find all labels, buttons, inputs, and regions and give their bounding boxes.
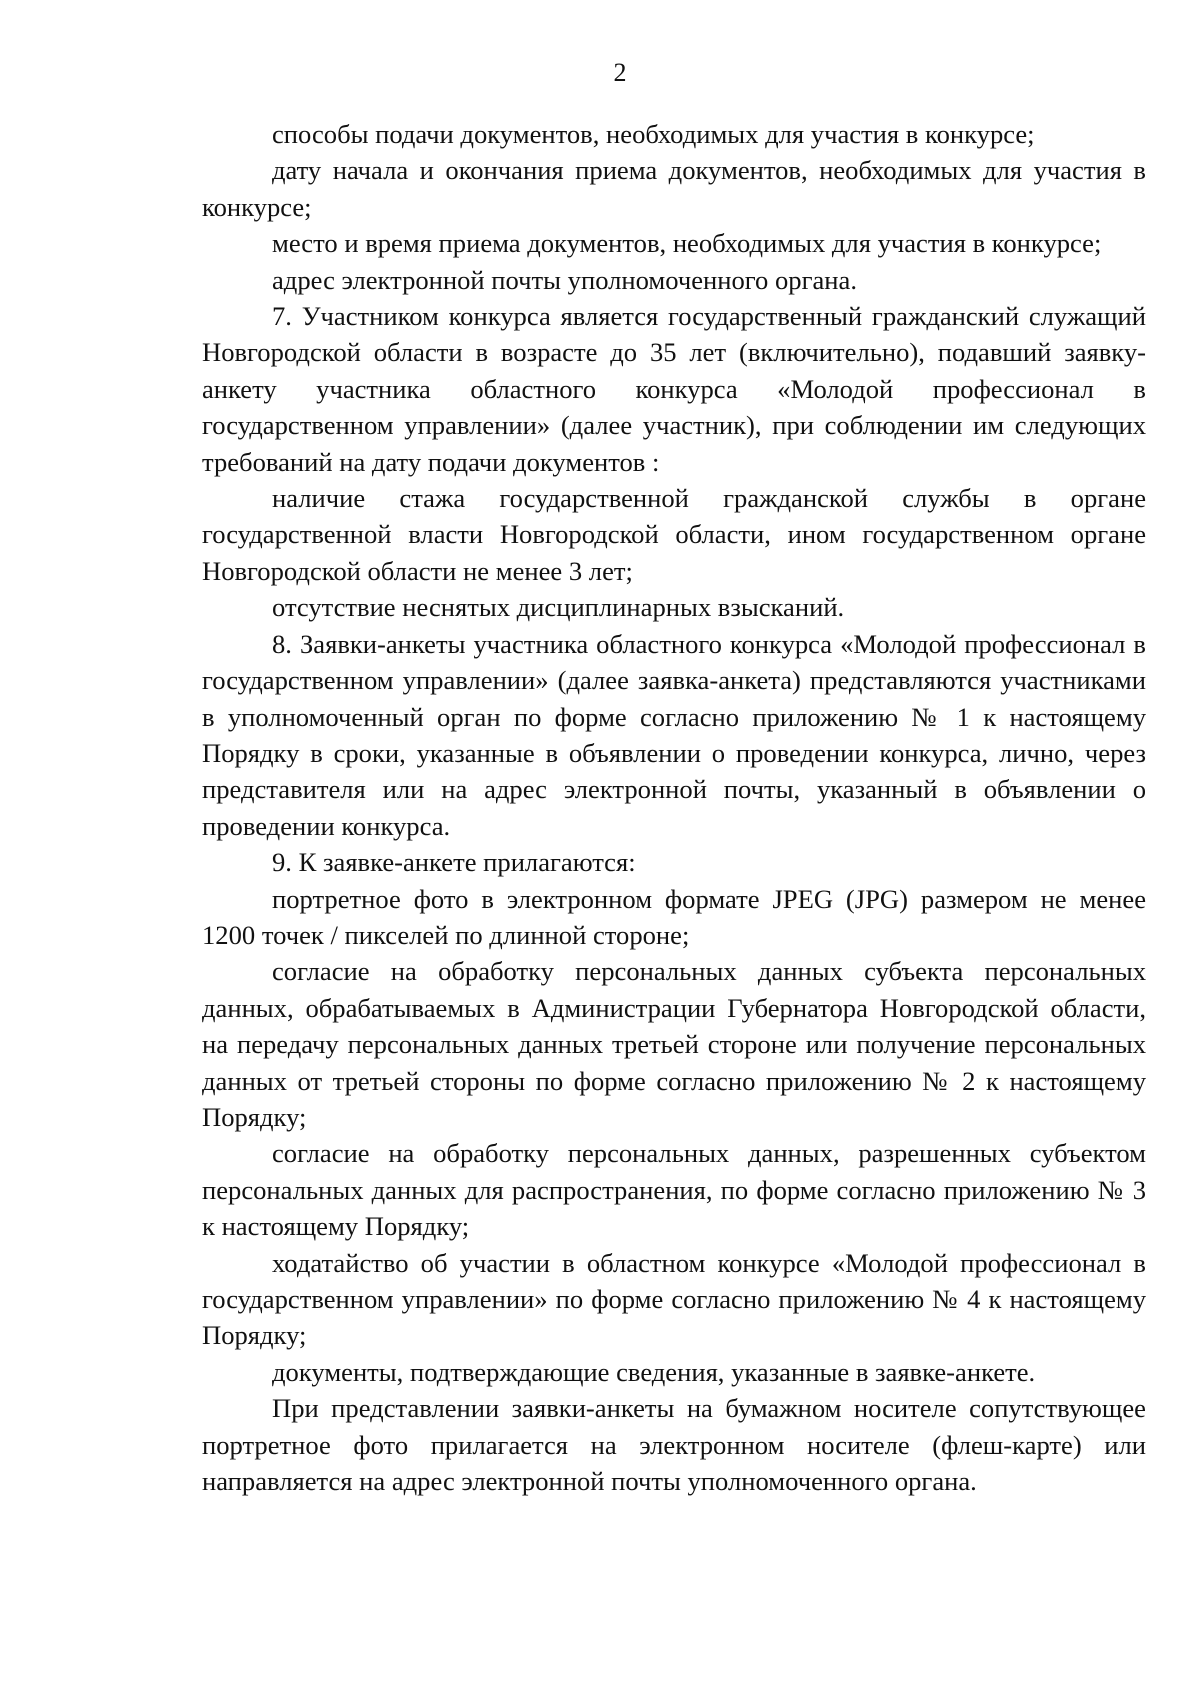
- paragraph-petition-annex-4: ходатайство об участии в областном конкурсе «Молодой профессионал в государственном управлении» по форме согласно приложению № 4 к настоящему Порядку;: [202, 1247, 1146, 1351]
- paragraph-consent-annex-3: согласие на обработку персональных данных, разрешенных субъектом персональных данных для распространения, по форме согласно приложению № 3 к настоящему Порядку;: [202, 1138, 1146, 1242]
- paragraph-consent-annex-2: согласие на обработку персональных данных субъекта персональных данных, обрабатываемых в Администрации Губернатора Новгородской области, на передачу персональных данных третьей стороне или получение персональных данных от третьей стороны по форме согласно приложению № 2 к настоящему Порядку;: [202, 956, 1146, 1132]
- paragraph-item-7: 7. Участником конкурса является государственный гражданский служащий Новгородской области в возрасте до 35 лет (включительно), подавший заявку-анкету участника областного конкурса «Молодой профессионал в государственном управлении» (далее участник), при соблюдении им следующих требований на дату подачи документов :: [202, 301, 1146, 477]
- paragraph-acceptance-dates: дату начала и окончания приема документов, необходимых для участия в конкурсе;: [202, 155, 1146, 222]
- paragraph-no-penalties: отсутствие неснятых дисциплинарных взысканий.: [272, 592, 845, 623]
- paragraph-paper-submission: При представлении заявки-анкеты на бумажном носителе сопутствующее портретное фото прилагается на электронном носителе (флеш-карте) или направляется на адрес электронной почты уполномоченного органа.: [202, 1393, 1146, 1497]
- paragraph-submission-methods: способы подачи документов, необходимых для участия в конкурсе;: [272, 119, 1035, 149]
- page-number: 2: [613, 58, 627, 87]
- paragraph-email-address: адрес электронной почты уполномоченного органа.: [272, 264, 857, 295]
- paragraph-service-experience: наличие стажа государственной гражданской службы в органе государственной власти Новгородской области, ином государственном органе Новгородской области не менее 3 лет;: [202, 483, 1146, 586]
- paragraph-acceptance-place-time: место и время приема документов, необходимых для участия в конкурсе;: [272, 228, 1102, 259]
- paragraph-item-9: 9. К заявке-анкете прилагаются:: [272, 847, 636, 878]
- paragraph-portrait-photo: портретное фото в электронном формате JPEG (JPG) размером не менее 1200 точек / пикселей по длинной стороне;: [202, 883, 1146, 950]
- paragraph-supporting-documents: документы, подтверждающие сведения, указанные в заявке-анкете.: [272, 1356, 1036, 1387]
- document-body: [202, 116, 1146, 1499]
- paragraph-item-8: 8. Заявки-анкеты участника областного конкурса «Молодой профессионал в государственном управлении» (далее заявка-анкета) представляются участниками в уполномоченный орган по форме согласно приложению № 1 к настоящему Порядку в сроки, указанные в объявлении о проведении конкурса, лично, через представителя или на адрес электронной почты, указанный в объявлении о проведении конкурса.: [202, 628, 1146, 841]
